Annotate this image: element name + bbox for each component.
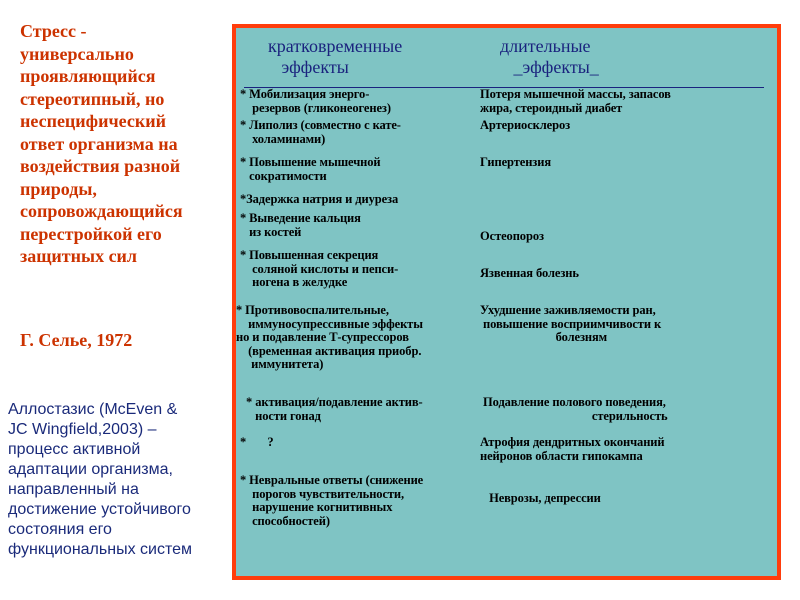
- short-effect-8: * активация/подавление актив- ности гонад: [246, 395, 423, 423]
- short-effect-5: * Выведение кальция из костей: [240, 211, 361, 239]
- long-effect-2: Артериосклероз: [480, 118, 571, 132]
- long-effect-10: Неврозы, депрессии: [480, 491, 601, 505]
- long-effect-5: Остеопороз: [480, 229, 544, 243]
- allostasis-definition: Аллостазис (McEven & JC Wingfield,2003) – процесс активной адаптации организма, направленный на достижение устойчивого состояния его функциональных систем: [8, 401, 192, 558]
- stress-definition: Стресс - универсально проявляющийся стереотипный, но неспецифический ответ организма на воздействия разной природы, сопровождающийся перестройкой его защитных сил: [20, 21, 183, 266]
- short-effect-6: * Повышенная секреция соляной кислоты и пепси- ногена в желудке: [240, 248, 399, 289]
- short-effect-2: * Липолиз (совместно с кате- холаминами): [240, 118, 401, 146]
- short-effect-1: * Мобилизация энерго- резервов (гликонеогенез): [240, 87, 391, 115]
- short-effect-9: * ?: [240, 435, 274, 449]
- header-long-term: длительные _эффекты_: [500, 36, 599, 77]
- effects-table-panel: [232, 24, 781, 580]
- long-effect-8: Подавление полового поведения, стерильность: [483, 395, 668, 423]
- long-effect-1: Потеря мышечной массы, запасов жира, стероидный диабет: [480, 87, 671, 115]
- long-effect-3: Гипертензия: [480, 155, 551, 169]
- selye-citation: Г. Селье, 1972: [20, 330, 133, 350]
- long-effect-9: Атрофия дендритных окончаний нейронов области гипокампа: [480, 435, 665, 463]
- short-effect-4: *Задержка натрия и диуреза: [240, 192, 399, 206]
- long-effect-7: Ухудшение заживляемости ран, повышение восприимчивости к болезням: [480, 303, 662, 344]
- header-short-term: кратковременные эффекты: [268, 36, 403, 77]
- long-effect-6: Язвенная болезнь: [480, 266, 579, 280]
- short-effect-7: * Противовоспалительные, иммуносупрессивные эффекты но и подавление Т-супрессоров (временная активация приобр. иммунитета): [236, 303, 423, 371]
- short-effect-3: * Повышение мышечной сократимости: [240, 155, 381, 183]
- short-effect-10: * Невральные ответы (снижение порогов чувствительности, нарушение когнитивных способностей): [240, 473, 424, 528]
